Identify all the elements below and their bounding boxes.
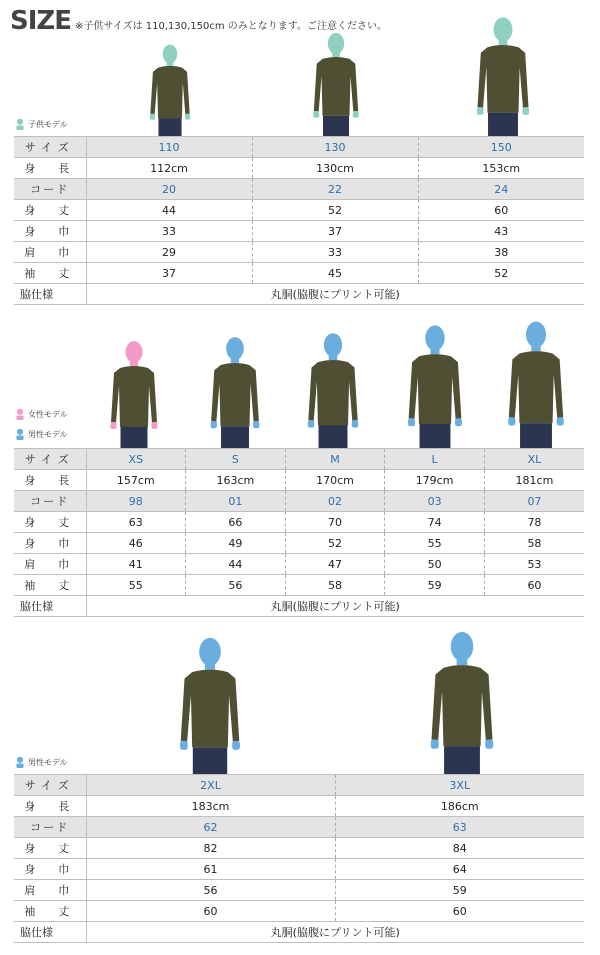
men-model-l: [402, 322, 468, 448]
big-size-table: [14, 774, 584, 943]
cell: 186cm: [335, 796, 584, 817]
cell: 52: [285, 533, 385, 554]
cell: M: [285, 449, 385, 470]
table-row: [14, 512, 584, 533]
men-model-2xl: [174, 634, 246, 774]
table-row: [14, 221, 584, 242]
cell: 01: [186, 491, 286, 512]
legend-kids: [14, 118, 68, 130]
men-model-s: [206, 334, 264, 448]
cell: 02: [285, 491, 385, 512]
cell: 84: [335, 838, 584, 859]
men-model-3xl: [424, 628, 500, 774]
cell: 82: [86, 838, 335, 859]
row-label: コード: [14, 491, 86, 512]
table-row: [14, 284, 584, 305]
table-row: [14, 880, 584, 901]
cell: 丸胴(脇腹にプリント可能): [86, 922, 584, 943]
legend-men-big: [14, 756, 68, 768]
table-row: [14, 596, 584, 617]
adult-size-table: [14, 448, 584, 617]
cell: S: [186, 449, 286, 470]
cell: 52: [252, 200, 418, 221]
row-label: 肩 巾: [14, 242, 86, 263]
table-row: [14, 859, 584, 880]
cell: 55: [385, 533, 485, 554]
cell: 37: [252, 221, 418, 242]
table-row: [14, 200, 584, 221]
row-label: 袖 丈: [14, 901, 86, 922]
table-row: [14, 575, 584, 596]
cell: 43: [418, 221, 584, 242]
cell: 49: [186, 533, 286, 554]
cell: 03: [385, 491, 485, 512]
cell: 44: [186, 554, 286, 575]
men-model-m: [302, 330, 364, 448]
cell: 153cm: [418, 158, 584, 179]
cell: 179cm: [385, 470, 485, 491]
row-label: 袖 丈: [14, 263, 86, 284]
row-label: 身 巾: [14, 859, 86, 880]
cell: 130: [252, 137, 418, 158]
cell: 56: [86, 880, 335, 901]
cell: 63: [335, 817, 584, 838]
table-row: [14, 838, 584, 859]
table-row: [14, 533, 584, 554]
cell: 33: [252, 242, 418, 263]
row-label: サイズ: [14, 449, 86, 470]
cell: 29: [86, 242, 252, 263]
cell: 64: [335, 859, 584, 880]
row-label: コード: [14, 817, 86, 838]
row-label: 肩 巾: [14, 880, 86, 901]
cell: 46: [86, 533, 186, 554]
cell: 07: [484, 491, 584, 512]
table-row: [14, 179, 584, 200]
row-label: コード: [14, 179, 86, 200]
cell: 60: [418, 200, 584, 221]
cell: 60: [86, 901, 335, 922]
cell: 38: [418, 242, 584, 263]
table-row: [14, 470, 584, 491]
legend-women-label: 女性モデル: [28, 409, 68, 419]
cell: 33: [86, 221, 252, 242]
cell: 3XL: [335, 775, 584, 796]
table-row: [14, 449, 584, 470]
row-label: 身 丈: [14, 838, 86, 859]
kids-size-table: [14, 136, 584, 305]
cell: 181cm: [484, 470, 584, 491]
row-label: 脇仕様: [14, 596, 86, 617]
men-icon: [14, 756, 26, 768]
table-row: [14, 775, 584, 796]
row-label: 身 丈: [14, 200, 86, 221]
legend-men-label: 男性モデル: [28, 429, 68, 439]
cell: 170cm: [285, 470, 385, 491]
row-label: 身 巾: [14, 221, 86, 242]
cell: 59: [335, 880, 584, 901]
cell: 110: [86, 137, 252, 158]
cell: L: [385, 449, 485, 470]
cell: 44: [86, 200, 252, 221]
row-label: 身 長: [14, 470, 86, 491]
kids-icon: [14, 118, 26, 130]
row-label: サイズ: [14, 137, 86, 158]
cell: 22: [252, 179, 418, 200]
cell: 62: [86, 817, 335, 838]
cell: 37: [86, 263, 252, 284]
cell: 74: [385, 512, 485, 533]
cell: 55: [86, 575, 186, 596]
page-title: SIZE: [10, 6, 72, 36]
cell: XL: [484, 449, 584, 470]
cell: 98: [86, 491, 186, 512]
row-label: 脇仕様: [14, 922, 86, 943]
cell: 47: [285, 554, 385, 575]
kids-model-130: [310, 30, 362, 136]
cell: 丸胴(脇腹にプリント可能): [86, 284, 584, 305]
table-row: [14, 242, 584, 263]
cell: 61: [86, 859, 335, 880]
men-model-xl: [500, 318, 572, 448]
cell: 丸胴(脇腹にプリント可能): [86, 596, 584, 617]
row-label: 身 丈: [14, 512, 86, 533]
cell: 24: [418, 179, 584, 200]
legend-men-label: 男性モデル: [28, 757, 68, 767]
cell: 41: [86, 554, 186, 575]
row-label: 身 巾: [14, 533, 86, 554]
cell: 183cm: [86, 796, 335, 817]
cell: 58: [484, 533, 584, 554]
cell: 58: [285, 575, 385, 596]
legend-men: [14, 428, 68, 440]
table-row: [14, 554, 584, 575]
size-note: ※子供サイズは 110,130,150cm のみとなります。ご注意ください。: [75, 21, 388, 32]
table-row: [14, 263, 584, 284]
women-icon: [14, 408, 26, 420]
cell: 45: [252, 263, 418, 284]
legend-kids-label: 子供モデル: [28, 119, 68, 129]
cell: 157cm: [86, 470, 186, 491]
cell: 163cm: [186, 470, 286, 491]
cell: 2XL: [86, 775, 335, 796]
row-label: 肩 巾: [14, 554, 86, 575]
legend-women: [14, 408, 68, 420]
cell: XS: [86, 449, 186, 470]
row-label: 身 長: [14, 796, 86, 817]
cell: 50: [385, 554, 485, 575]
cell: 66: [186, 512, 286, 533]
cell: 70: [285, 512, 385, 533]
row-label: 脇仕様: [14, 284, 86, 305]
table-row: [14, 158, 584, 179]
cell: 53: [484, 554, 584, 575]
cell: 112cm: [86, 158, 252, 179]
cell: 60: [484, 575, 584, 596]
cell: 60: [335, 901, 584, 922]
table-row: [14, 922, 584, 943]
cell: 52: [418, 263, 584, 284]
table-row: [14, 901, 584, 922]
row-label: サイズ: [14, 775, 86, 796]
table-row: [14, 137, 584, 158]
table-row: [14, 491, 584, 512]
women-model-xs: [106, 338, 162, 448]
row-label: 身 長: [14, 158, 86, 179]
kids-model-110: [146, 42, 194, 136]
table-row: [14, 796, 584, 817]
cell: 130cm: [252, 158, 418, 179]
cell: 59: [385, 575, 485, 596]
cell: 56: [186, 575, 286, 596]
table-row: [14, 817, 584, 838]
row-label: 袖 丈: [14, 575, 86, 596]
men-icon: [14, 428, 26, 440]
cell: 150: [418, 137, 584, 158]
kids-model-150: [474, 14, 532, 136]
cell: 63: [86, 512, 186, 533]
cell: 20: [86, 179, 252, 200]
cell: 78: [484, 512, 584, 533]
